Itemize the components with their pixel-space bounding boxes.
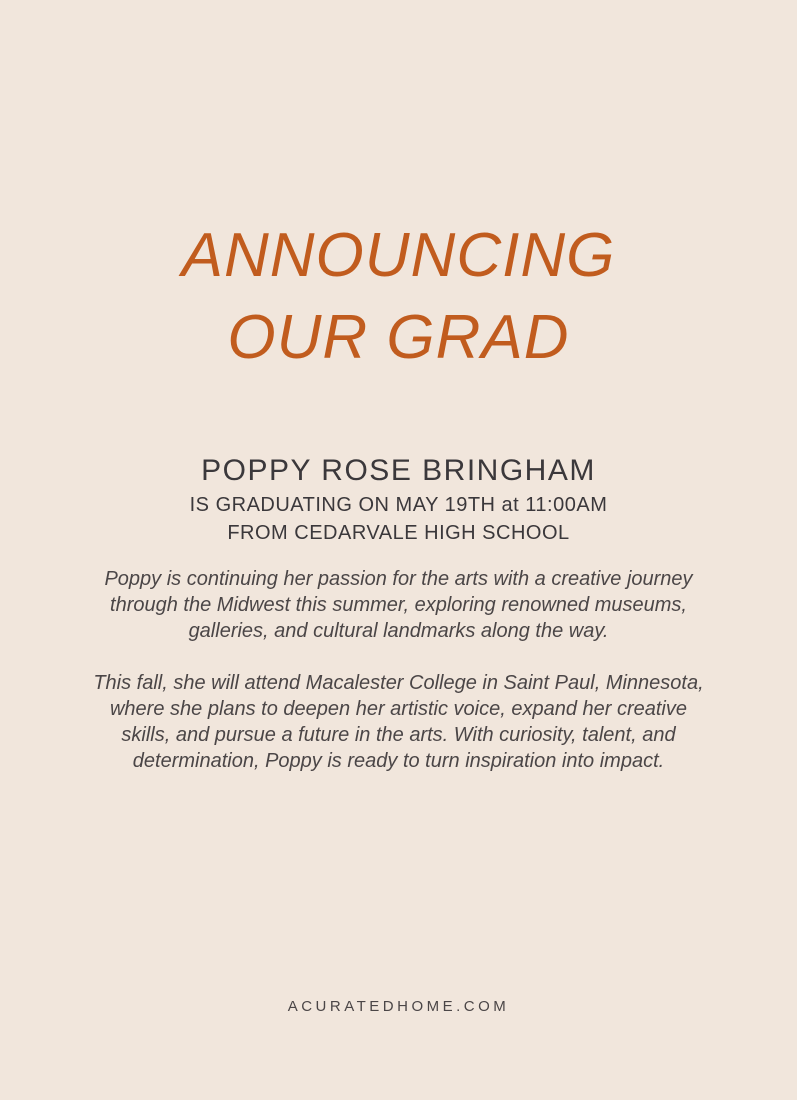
graduation-school-line: FROM CEDARVALE HIGH SCHOOL	[227, 522, 570, 544]
heading-line-2: OUR GRAD	[227, 303, 570, 372]
page-title	[0, 215, 797, 379]
announcement-body	[0, 566, 797, 774]
graduate-name: POPPY ROSE BRINGHAM	[201, 454, 596, 487]
footer-website-url: ACURATEDHOME.COM	[287, 998, 510, 1015]
graduation-date-line: IS GRADUATING ON MAY 19TH at 11:00AM	[189, 494, 608, 516]
graduate-info	[0, 452, 797, 546]
body-paragraph-college-plans: This fall, she will attend Macalester College in Saint Paul, Minnesota, where she plans to deepen her artistic voice, expand her creative skills, and pursue a future in the arts. With curiosity, talent, and determination, Poppy is ready to turn inspiration into impact.	[93, 672, 704, 772]
heading-line-1: ANNOUNCING	[181, 221, 616, 290]
body-paragraph-summer-plans: Poppy is continuing her passion for the arts with a creative journey through the Midwest this summer, exploring renowned museums, galleries, and cultural landmarks along the way.	[104, 568, 693, 642]
